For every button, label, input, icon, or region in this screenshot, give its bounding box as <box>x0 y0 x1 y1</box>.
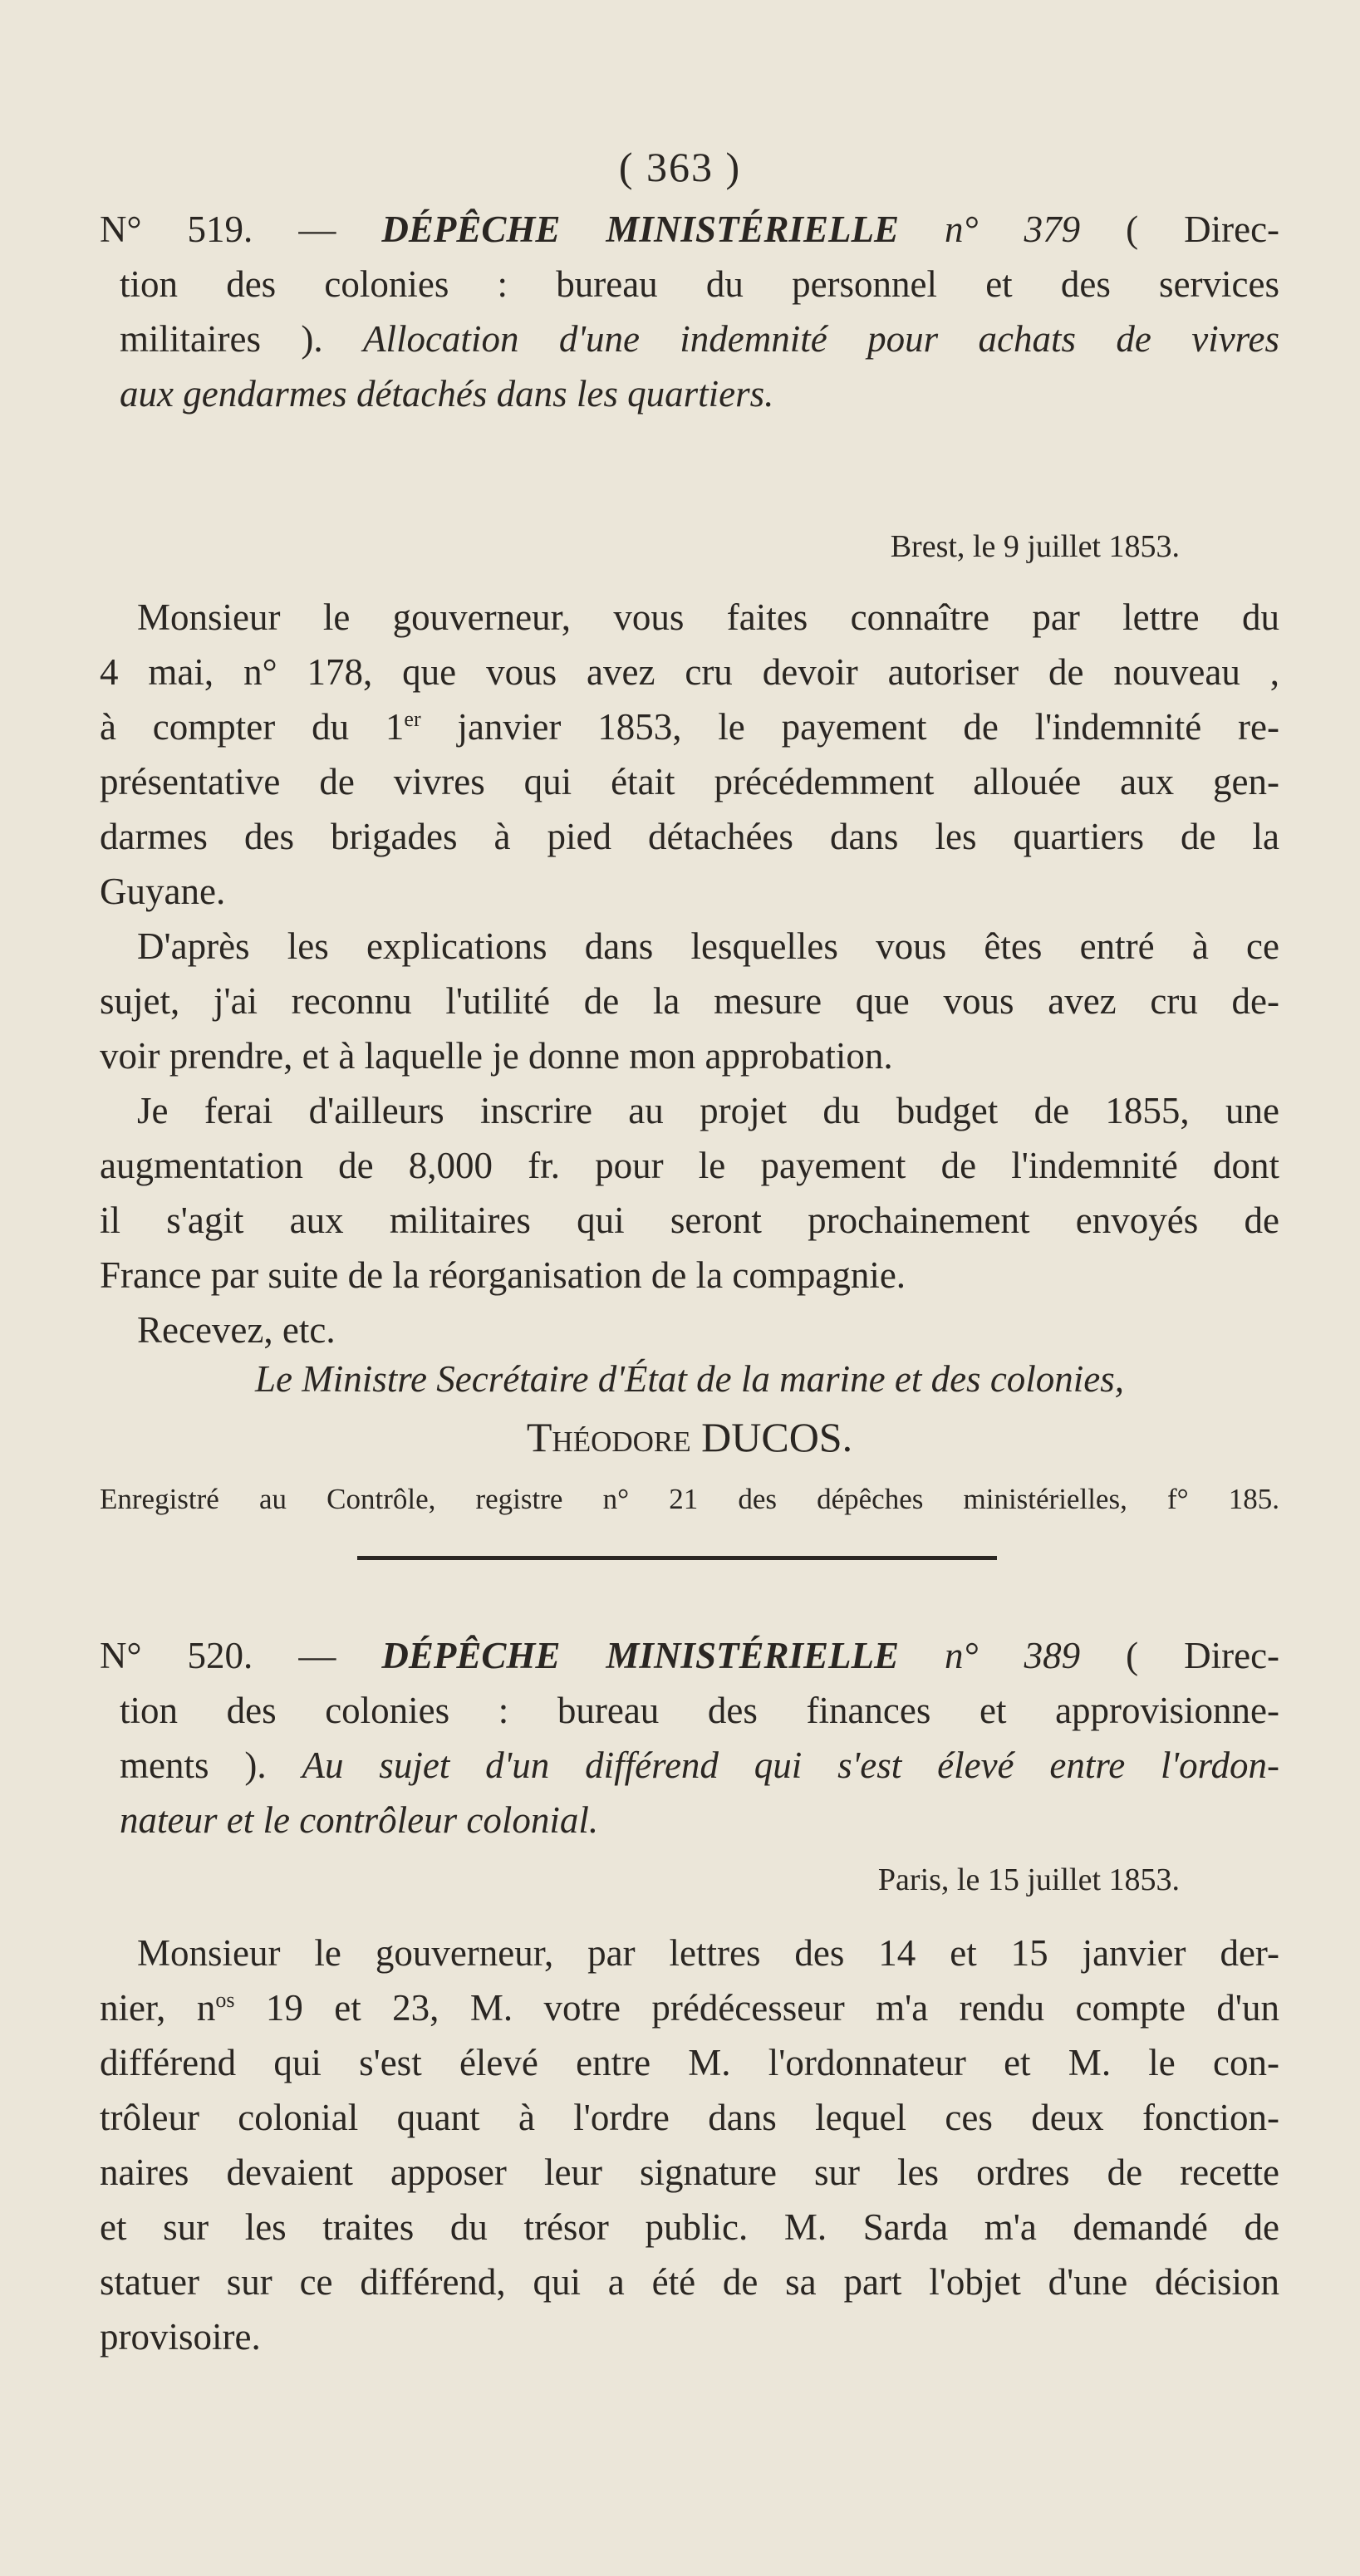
dispatch-519 <box>100 202 1279 421</box>
signature-block <box>100 1350 1279 1524</box>
registration-note: Enregistré au Contrôle, registre n° 21 des dépêches ministérielles, f° 185. <box>100 1483 1279 1515</box>
heading-line-1: N° 520. — DÉPÊCHE MINISTÉRIELLE n° 389 ( Direc- <box>100 1635 1280 1676</box>
dispatch-number: N° 520. <box>100 1635 253 1676</box>
dispatch-subject: Allocation d'une indemnité pour achats de vivres <box>362 318 1279 360</box>
dispatch-ref-number: n° 379 <box>945 209 1081 250</box>
dateline: Paris, le 15 juillet 1853. <box>877 1862 1180 1897</box>
closing: Recevez, etc. <box>137 1309 336 1351</box>
dispatch-subject: Au sujet d'un différend qui s'est élevé entre l'ordon- <box>302 1744 1279 1786</box>
dispatch-520-body: Monsieur le gouverneur, par lettres des 14 et 15 janvier der- nier, $n^{os}$ 19 et 23, M. votre prédécesseur m'a rendu compte d'un différend qui s'est élevé entre M. l'ordonnateur et M. le con- trôleur colonial quant à l'ordre dans lequel ces deux fonction- naires devaient apposer leur signature sur les ordres de recette et sur les traites du trésor public. M. Sarda m'a demandé de statuer sur ce différend, qui a été de sa part l'objet d'une décision provisoire. <box>100 1932 1279 2358</box>
signatory-title: Le Ministre Secrétaire d'État de la marine et des colonies, <box>254 1358 1125 1400</box>
dateline: Brest, le 9 juillet 1853. <box>890 529 1180 564</box>
dispatch-520: N° 520. — DÉPÊCHE MINISTÉRIELLE n° 389 ( Direc- tion des colonies : bureau des finances et approvisionne- ments ). Au sujet d'un différend qui s'est élevé entre l'ordon- nateur et le contrôleur colonial. <box>100 1628 1279 1847</box>
dispatch-519-body: Monsieur le gouverneur, vous faites connaître par lettre du 4 mai, n° 178, que vous avez cru devoir autoriser de nouveau , à compter du 1er janvier 1853, le payement de l'indemnité re- présentative de vivres qui était précédemment allouée aux gen- darmes des brigades à pied détachées dans les quartiers de la Guyane. D'après les explications dans lesquelles vous êtes entré à ce sujet, j'ai reconnu l'utilité de la mesure que vous avez cru de- voir prendre, et à laquelle je donne mon approbation. Je ferai d'ailleurs inscrire au projet du budget de 1855, une augmentation de 8,000 fr. pour le payement de l'indemnité dont il s'agit aux militaires qui seront prochainement envoyés de France par suite de la réorganisation de la compagnie. Recevez, etc. <box>100 590 1279 1357</box>
dispatch-type: DÉPÊCHE MINISTÉRIELLE <box>381 209 900 250</box>
page-number: ( 363 ) <box>618 144 742 190</box>
dispatch-519-heading: N° 519. — DÉPÊCHE MINISTÉRIELLE n° 379 ( Direc- tion des colonies : bureau du personnel et des services militaires ). Allocation d'une indemnité pour achats de vivres aux gendarmes détachés dans les quartiers. <box>100 202 1279 421</box>
signatory-name: Théodore DUCOS. <box>526 1414 853 1460</box>
dispatch-ref-number: n° 389 <box>945 1635 1081 1676</box>
section-divider <box>357 1556 997 1560</box>
dispatch-type: DÉPÊCHE MINISTÉRIELLE <box>381 1635 900 1676</box>
dispatch-number: N° 519. <box>100 209 253 250</box>
dispatch-subject-cont: nateur et le contrôleur colonial. <box>120 1799 599 1841</box>
heading-line-1: N° 519. — DÉPÊCHE MINISTÉRIELLE n° 379 ( Direc- <box>100 209 1280 250</box>
dispatch-subject-cont: aux gendarmes détachés dans les quartiers. <box>120 373 774 415</box>
